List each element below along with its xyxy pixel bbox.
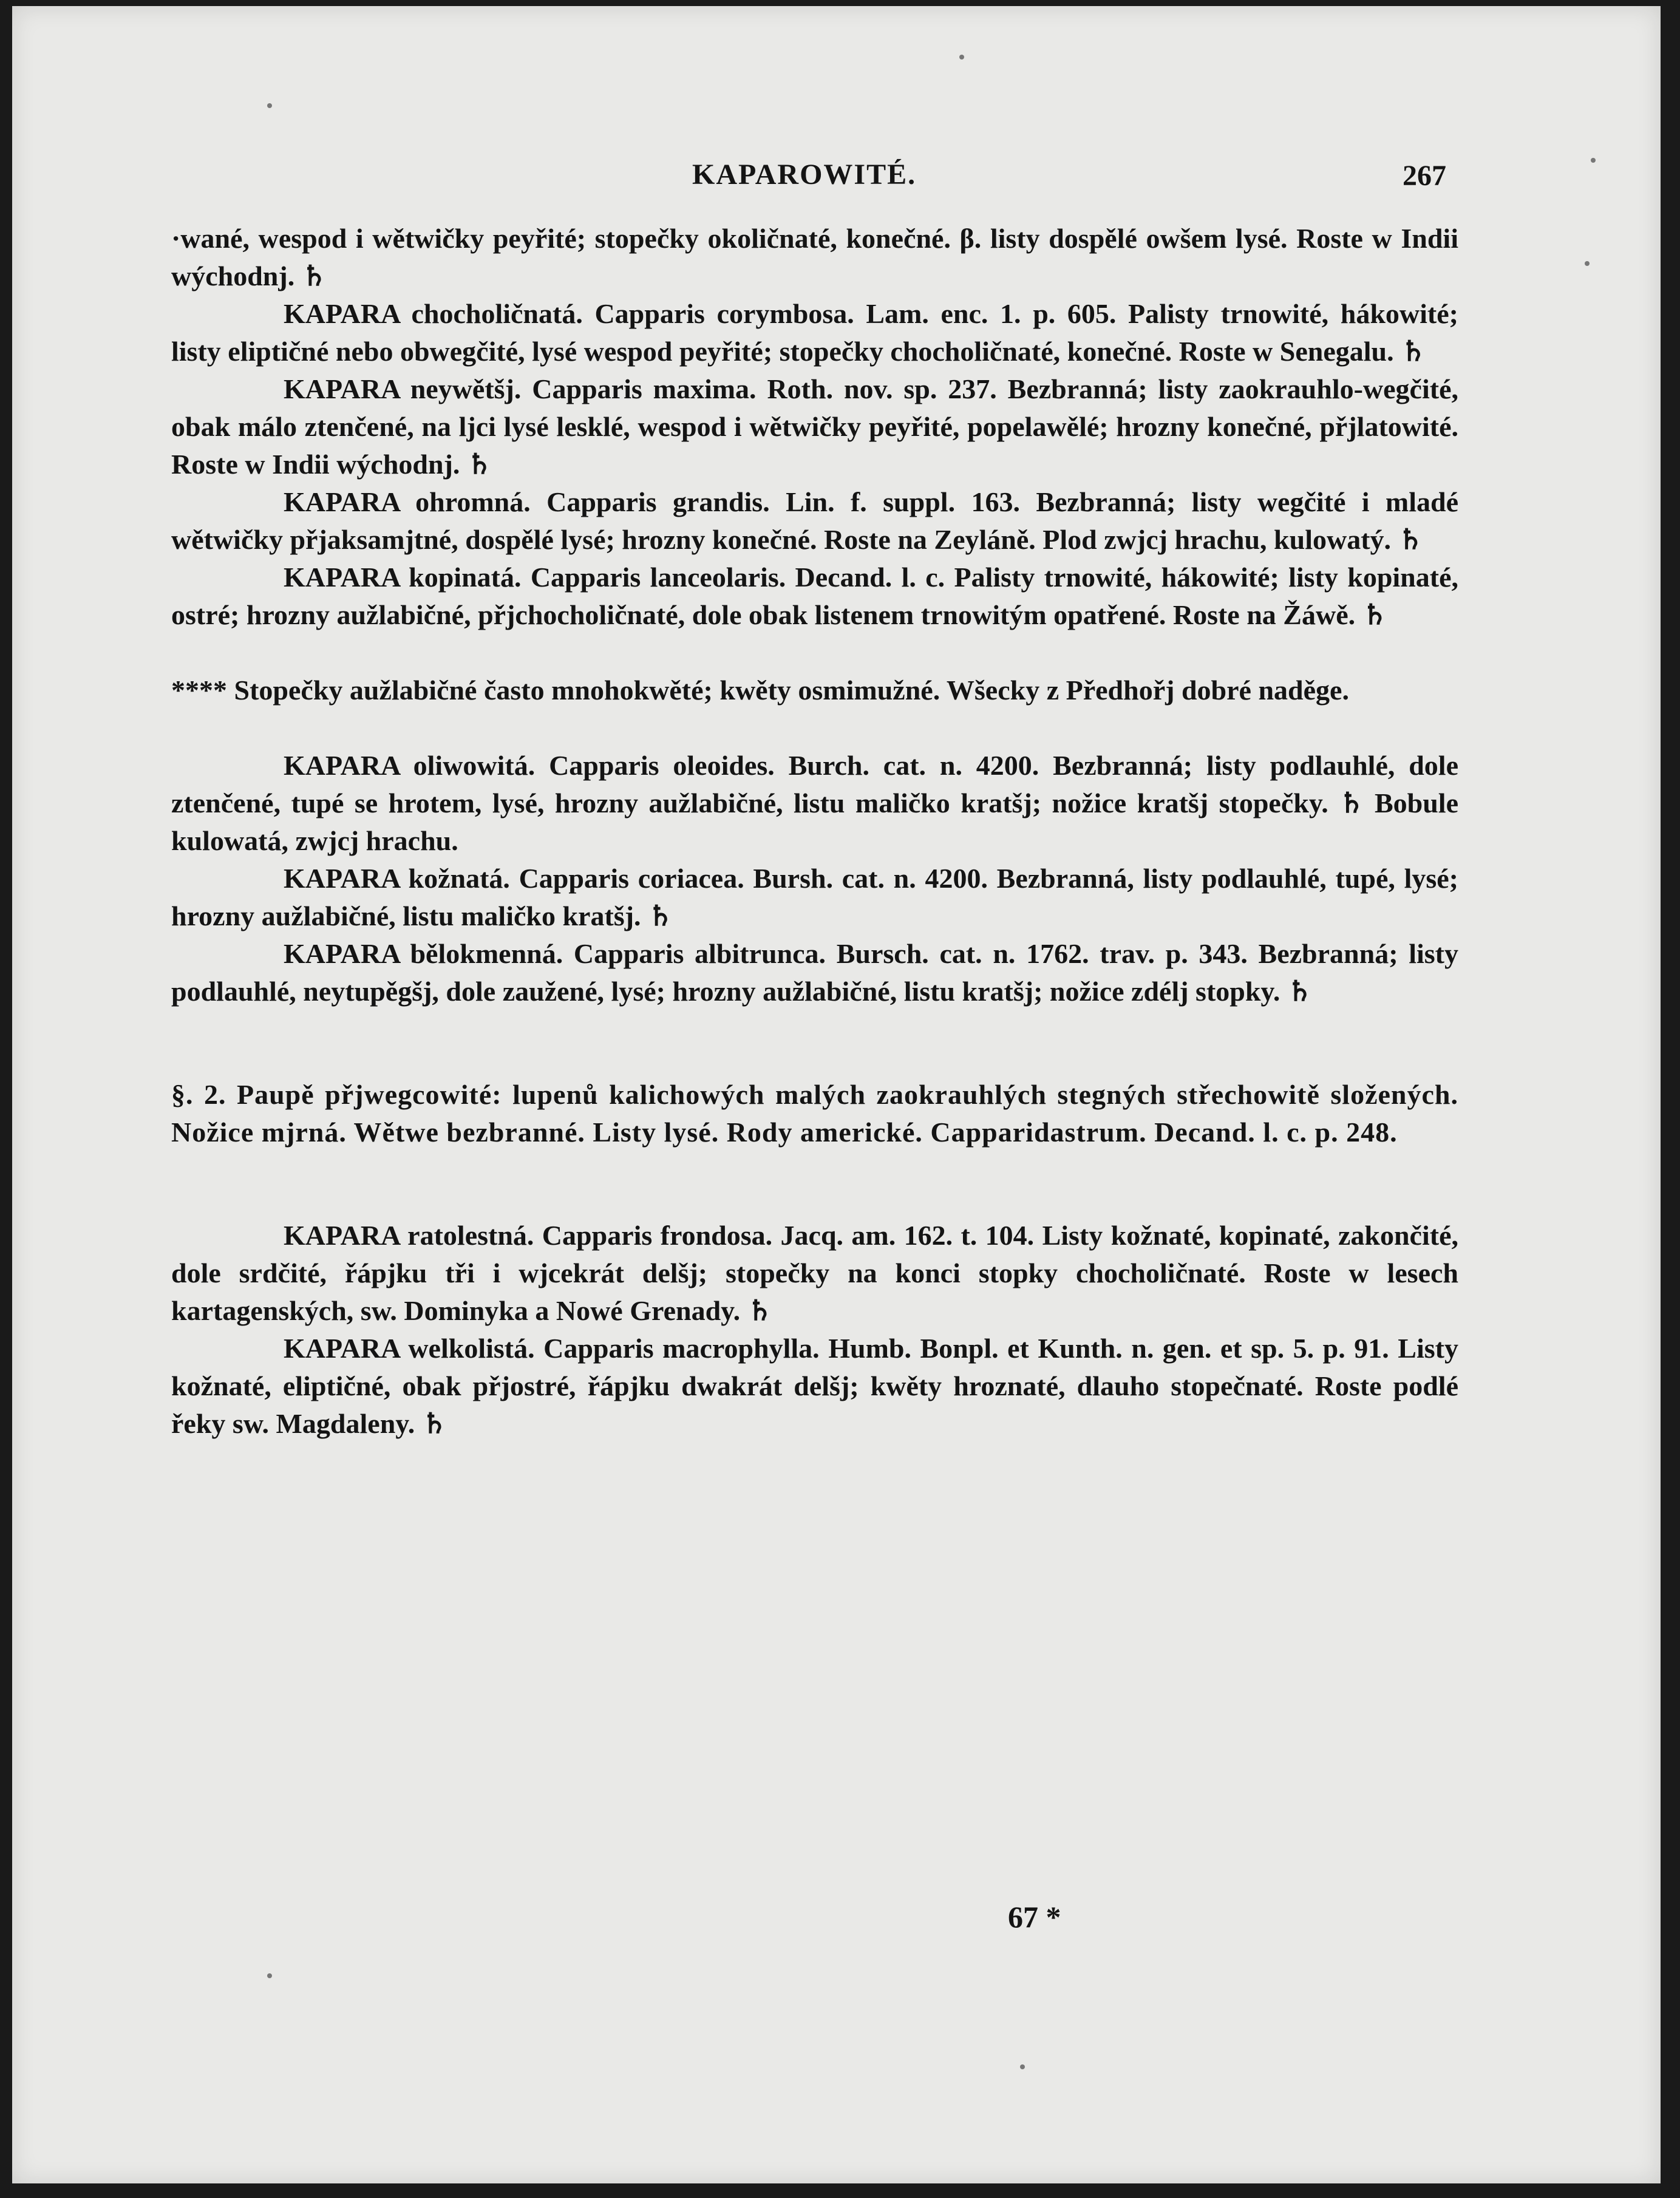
paper-speck — [1020, 2064, 1025, 2069]
entry-kapara-kopinata: KAPARA kopinatá. Capparis lanceolaris. Decand. l. c. Palisty trnowité, hákowité; listy kopinaté, ostré; hrozny aužlabičné, přjchocholičnaté, dole obak listenem trnowitým opatřené. Roste na Žáwě. ♄ — [171, 562, 1458, 630]
entry-kapara-neywetsj: KAPARA neywětšj. Capparis maxima. Roth. nov. sp. 237. Bezbranná; listy zaokrauhlo-wegčité, obak málo ztenčené, na ljci lysé lesklé, wespod i wětwičky peyřité, popelawělé; hrozny konečné, přjlatowité. Roste w Indii wýchodnj. ♄ — [171, 373, 1458, 480]
entry-kapara-koznata: KAPARA kožnatá. Capparis coriacea. Bursh. cat. n. 4200. Bezbranná, listy podlauhlé, tupé, lysé; hrozny aužlabičné, listu maličko kratšj. ♄ — [171, 863, 1458, 931]
entry-kapara-ohromna: KAPARA ohromná. Capparis grandis. Lin. f. suppl. 163. Bezbranná; listy wegčité i mladé wětwičky přjaksamjtné, dospělé lysé; hrozny konečné. Roste na Zeyláně. Plod zwjcj hrachu, kulowatý. ♄ — [171, 486, 1458, 555]
section-heading: §. 2. Paupě přjwegcowité: lupenů kalichowých malých zaokrauhlých stegných střechowitě složených. Nožice mjrná. Wětwe bezbranné. Listy lysé. Rody americké. Capparidastrum. Decand. l. c. p. 248. — [171, 1079, 1458, 1148]
paper-speck — [959, 55, 964, 60]
paragraph-continuation: ·wané, wespod i wětwičky peyřité; stopečky okoličnaté, konečné. β. listy dospělé owšem lysé. Roste w Indii wýchodnj. ♄ — [171, 223, 1458, 291]
entry-kapara-oliwowita: KAPARA oliwowitá. Capparis oleoides. Burch. cat. n. 4200. Bezbranná; listy podlauhlé, dole ztenčené, tupé se hrotem, lysé, hrozny aužlabičné, listu maličko kratšj; nožice kratšj stopečky. ♄ Bobule kulowatá, zwjcj hrachu. — [171, 750, 1458, 856]
paper-speck — [267, 103, 272, 108]
paper-speck — [1585, 261, 1590, 266]
entry-kapara-chocholicnata: KAPARA chocholičnatá. Capparis corymbosa. Lam. enc. 1. p. 605. Palisty trnowité, hákowité; listy eliptičné nebo obwegčité, lysé wespod peyřité; stopečky chocholičnaté, konečné. Roste w Senegalu. ♄ — [171, 298, 1458, 367]
entry-kapara-welkolista: KAPARA welkolistá. Capparis macrophylla. Humb. Bonpl. et Kunth. n. gen. et sp. 5. p. 91. Listy kožnaté, eliptičné, obak přjostré, řápjku dwakrát delšj; kwěty hroznaté, dlauho stopečnaté. Roste podlé řeky sw. Magdaleny. ♄ — [171, 1333, 1458, 1439]
page-number: 267 — [1403, 160, 1446, 192]
page-title: KAPAROWITÉ. — [692, 158, 917, 191]
entry-kapara-ratolestna: KAPARA ratolestná. Capparis frondosa. Jacq. am. 162. t. 104. Listy kožnaté, kopinaté, zakončité, dole srdčité, řápjku tři i wjcekrát delšj; stopečky na konci stopky chocholičnaté. Roste w lesech kartagenských, sw. Dominyka a Nowé Grenady. ♄ — [171, 1220, 1458, 1326]
book-page — [12, 6, 1661, 2183]
signature-mark: 67 * — [1008, 1900, 1061, 1934]
page-body — [171, 220, 1458, 1443]
subsection-heading: **** Stopečky aužlabičné často mnohokwěté; kwěty osmimužné. Wšecky z Předhořj dobré naděge. — [171, 675, 1349, 706]
running-header — [12, 158, 1661, 194]
paper-speck — [267, 1973, 272, 1978]
paper-speck — [1591, 158, 1596, 163]
entry-kapara-belokmenna: KAPARA bělokmenná. Capparis albitrunca. Bursch. cat. n. 1762. trav. p. 343. Bezbranná; listy podlauhlé, neytupěgšj, dole zaužené, lysé; hrozny aužlabičné, listu kratšj; nožice zdélj stopky. ♄ — [171, 938, 1458, 1007]
